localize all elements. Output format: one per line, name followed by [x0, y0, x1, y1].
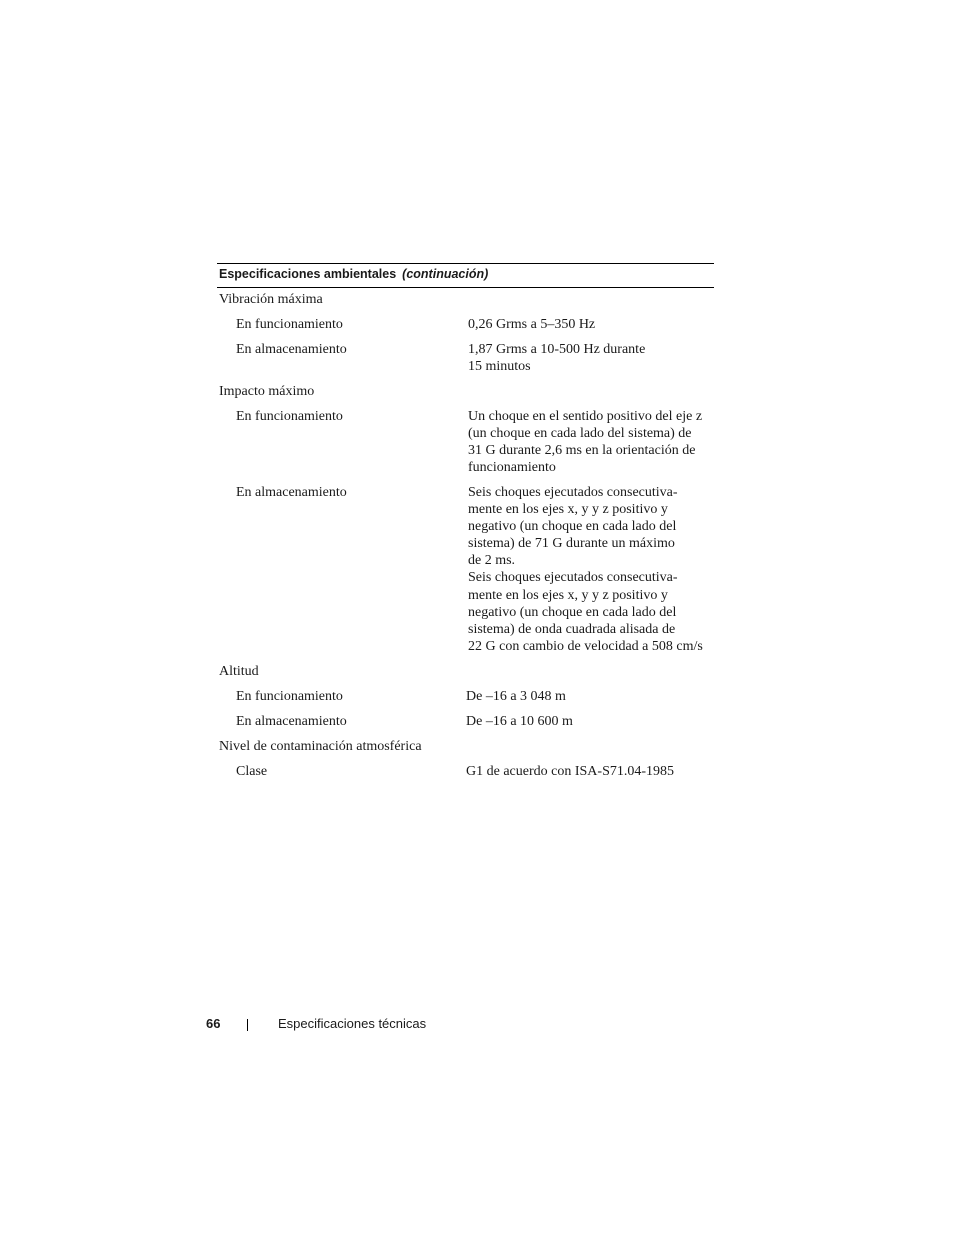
- row-value-shock-operating: Un choque en el sentido positivo del eje z (un choque en cada lado del sistema) de 31 G durante 2,6 ms en la orientación de funcionamiento: [468, 409, 703, 476]
- section-label-contamination: Nivel de contaminación atmosférica: [219, 739, 422, 754]
- row-value-altitude-operating: De –16 a 3 048 m: [466, 689, 566, 704]
- row-value-shock-storage: Seis choques ejecutados consecutiva- mente en los ejes x, y y z positivo y negativo (un choque en cada lado del sistema) de 71 G durante un máximo de 2 ms. Seis choques ejecutados consecutiva- mente en los ejes x, y y z positivo y negativo (un choque en cada lado del sistema) de onda cuadrada alisada de 22 G con cambio de velocidad a 508 cm/s: [468, 485, 703, 654]
- row-value-vibration-storage: 1,87 Grms a 10-500 Hz durante 15 minutos: [468, 342, 646, 375]
- row-label-vibration-storage: En almacenamiento: [236, 342, 347, 357]
- row-value-vibration-operating: 0,26 Grms a 5–350 Hz: [468, 317, 596, 332]
- footer-separator: [247, 1019, 248, 1031]
- table-title: [219, 267, 488, 281]
- section-label-shock: Impacto máximo: [219, 384, 315, 399]
- row-label-shock-operating: En funcionamiento: [236, 409, 343, 424]
- row-value-altitude-storage: De –16 a 10 600 m: [466, 714, 573, 729]
- row-label-altitude-operating: En funcionamiento: [236, 689, 343, 704]
- row-label-vibration-operating: En funcionamiento: [236, 317, 343, 332]
- footer-section-title: Especificaciones técnicas: [278, 1016, 427, 1031]
- section-label-vibration: Vibración máxima: [219, 292, 323, 307]
- table-title-continued: (continuación): [402, 267, 489, 281]
- row-label-shock-storage: En almacenamiento: [236, 485, 347, 500]
- row-label-contamination-class: Clase: [236, 764, 268, 779]
- table-title-text: Especificaciones ambientales: [219, 267, 397, 281]
- page-number: 66: [206, 1016, 221, 1031]
- row-label-altitude-storage: En almacenamiento: [236, 714, 347, 729]
- table-header: [217, 263, 714, 288]
- row-value-contamination-class: G1 de acuerdo con ISA-S71.04-1985: [466, 764, 675, 779]
- section-label-altitude: Altitud: [219, 664, 259, 679]
